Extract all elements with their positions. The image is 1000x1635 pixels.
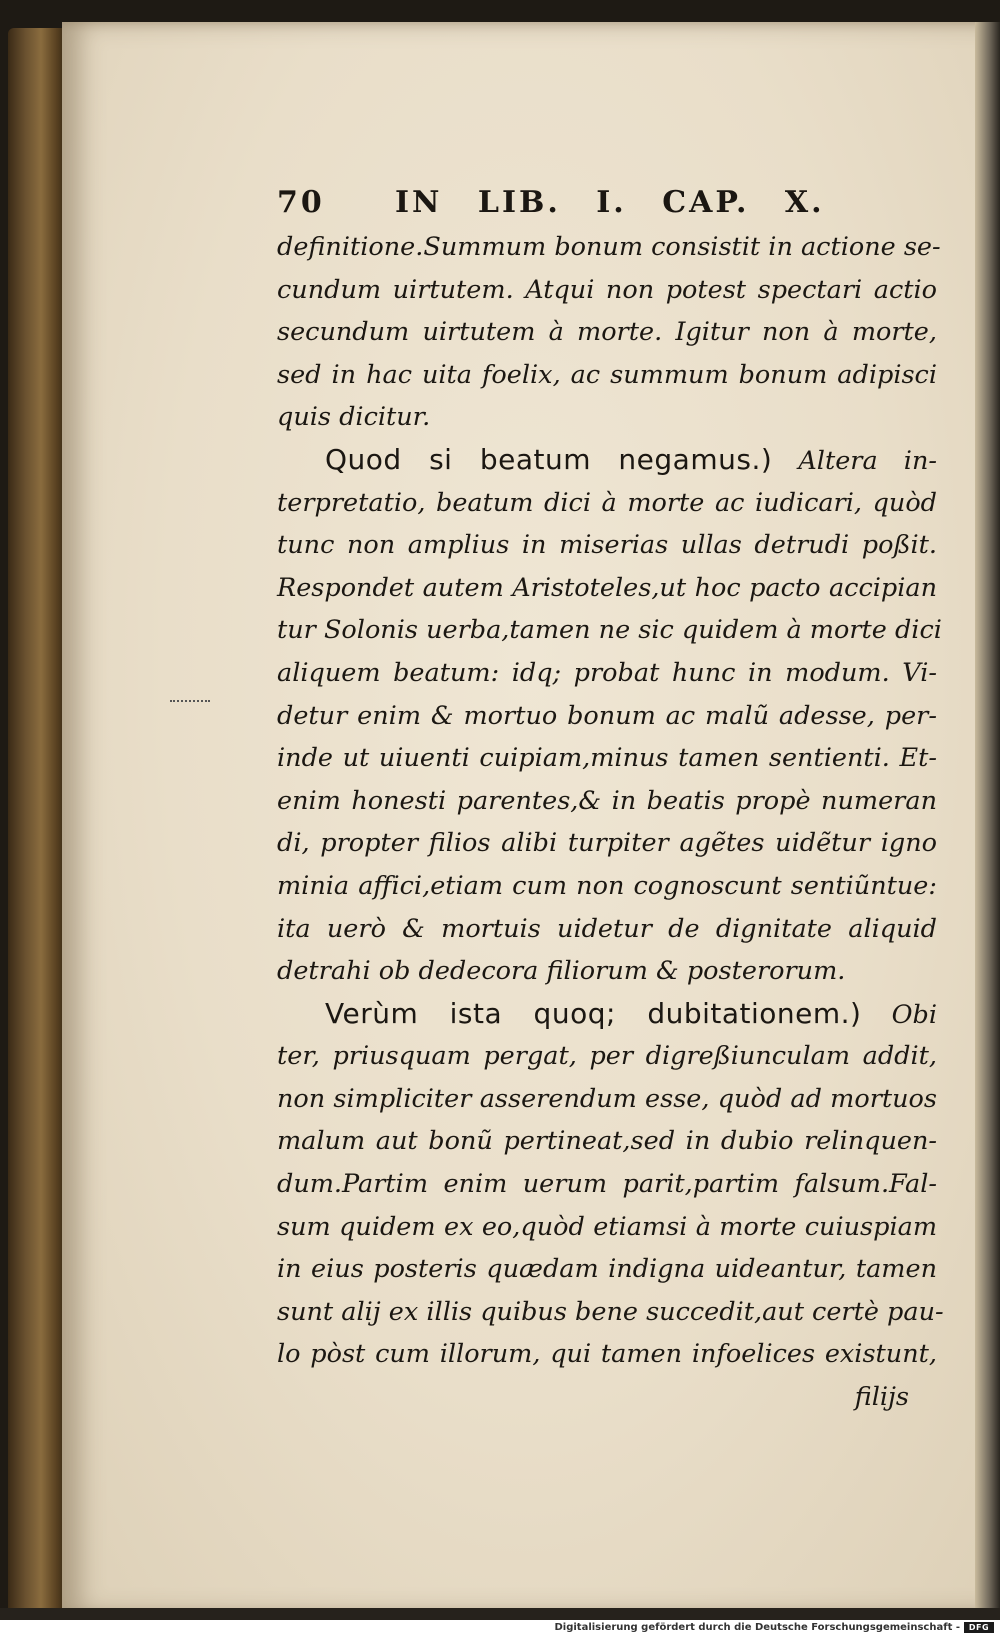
dfg-logo: DFG	[964, 1622, 994, 1633]
text-line: lo pòst cum illorum, qui tamen infoelices existunt,	[277, 1339, 937, 1370]
text-line: di, propter filios alibi turpiter agẽtes uidẽtur igno	[277, 828, 937, 859]
margin-mark	[170, 700, 210, 704]
book-fore-edge	[8, 28, 68, 1616]
text-line: cundum uirtutem. Atqui non potest spectari actio	[277, 274, 937, 305]
text-line: sunt alij ex illis quibus bene succedit,aut certè pau-	[277, 1296, 944, 1327]
page-header	[277, 180, 937, 226]
page-number: 70	[277, 185, 325, 220]
text-line: Respondet autem Aristoteles,ut hoc pacto accipian	[277, 572, 937, 603]
text-line: non simpliciter asserendum esse, quòd ad mortuos	[277, 1083, 937, 1114]
running-head: IN LIB. I. CAP. X.	[395, 185, 825, 220]
text-line: tunc non amplius in miserias ullas detrudi poßit.	[277, 530, 937, 561]
lemma-heading: Verùm ista quoq; dubitationem.)	[325, 996, 862, 1030]
text-fragment: Obi	[891, 999, 937, 1030]
text-line: tur Solonis uerba,tamen ne sic quidem à morte dici	[277, 615, 942, 646]
text-line: detrahi ob dedecora filiorum & posterorum.	[277, 956, 846, 987]
text-line: ita uerò & mortuis uidetur de dignitate aliquid	[277, 913, 937, 944]
page-gutter-shadow	[975, 22, 1000, 1614]
text-line: enim honesti parentes,& in beatis propè numeran	[277, 785, 937, 816]
text-line: in eius posteris quædam indigna uideantur, tamen	[277, 1254, 937, 1285]
text-line-with-lemma	[277, 439, 937, 482]
text-line: definitione.Summum bonum consistit in actione se-	[277, 232, 941, 262]
scan-bottom-edge	[0, 1608, 1000, 1620]
text-line-with-lemma	[277, 993, 937, 1036]
funding-credit: Digitalisierung gefördert durch die Deutsche Forschungsgemeinschaft -	[554, 1622, 960, 1633]
text-line: terpretatio, beatum dici à morte ac iudicari, quòd	[277, 487, 937, 518]
text-line: malum aut bonũ pertineat,sed in dubio relinquen-	[277, 1126, 937, 1157]
text-line: inde ut uiuenti cuipiam,minus tamen sentienti. Et-	[277, 743, 937, 774]
text-line: detur enim & mortuo bonum ac malũ adesse, per-	[277, 700, 937, 731]
lemma-heading: Quod si beatum negamus.)	[325, 442, 773, 476]
text-line: dum.Partim enim uerum parit,partim falsum.Fal-	[277, 1169, 937, 1200]
text-line: minia affici,etiam cum non cognoscunt sentiũntue:	[277, 870, 937, 901]
catchword: filijs	[854, 1382, 909, 1413]
text-line: ter, priusquam pergat, per digreßiunculam addit,	[277, 1041, 937, 1072]
text-line: secundum uirtutem à morte. Igitur non à morte,	[277, 317, 937, 348]
text-line: sum quidem ex eo,quòd etiamsi à morte cuiuspiam	[277, 1211, 937, 1242]
text-line: sed in hac uita foelix, ac summum bonum adipisci	[277, 359, 937, 390]
text-line: quis dicitur.	[277, 402, 431, 433]
page-text	[277, 180, 944, 1419]
text-fragment: Altera in-	[798, 445, 937, 476]
digitization-footer	[0, 1620, 1000, 1635]
text-line: aliquem beatum: idq; probat hunc in modum. Vi-	[277, 657, 937, 688]
